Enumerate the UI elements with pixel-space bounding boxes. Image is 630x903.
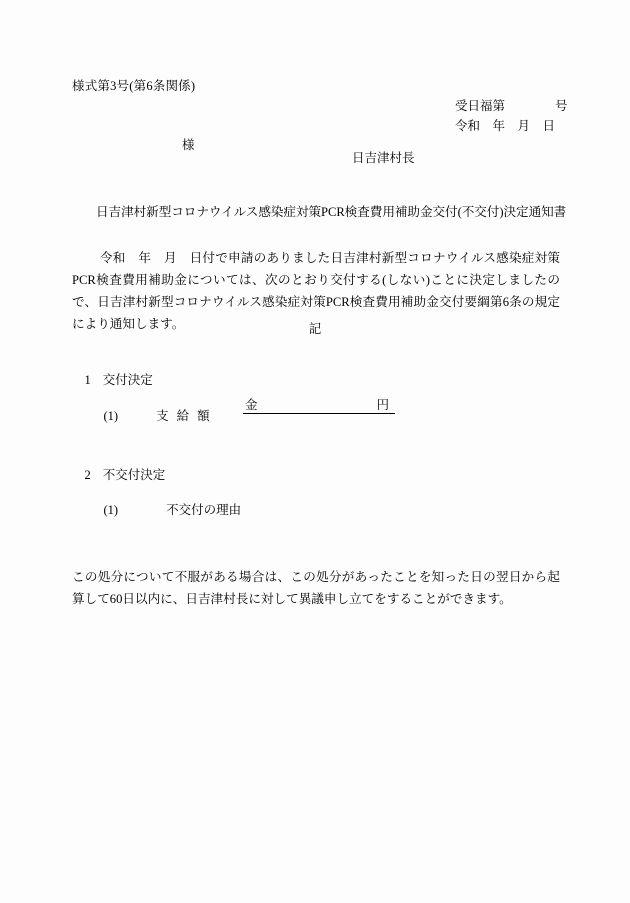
- section-heading-grant-decision: [72, 361, 153, 399]
- yen-prefix-label: 金: [245, 398, 258, 412]
- sub-item-label: 不交付の理由: [166, 502, 242, 517]
- yen-suffix-label: 円: [376, 398, 389, 412]
- sub-item-index: (1): [103, 502, 119, 517]
- payment-amount-input[interactable]: [243, 395, 395, 414]
- sub-item-payment-amount: [91, 397, 218, 435]
- body-paragraph: 令和 年 月 日付で申請のありました日吉津村新型コロナウイルス感染症対策PCR検査費用補助金については、次のとおり交付する(しない)ことに決定しましたので、日吉津村新型コロナウイルス感染症対策PCR検査費用補助金交付要綱第6条の規定により通知します。: [72, 251, 560, 331]
- section-index: 2: [84, 467, 91, 482]
- closing-paragraph: この処分について不服がある場合は、この処分があったことを知った日の翌日から起算して60日以内に、日吉津村長に対して異議申し立てをすることができます。: [72, 570, 560, 606]
- section-title: 交付決定: [102, 372, 153, 387]
- issuer-name: 日吉津村長: [352, 151, 415, 165]
- sub-item-index: (1): [103, 408, 119, 423]
- sub-item-non-grant-reason: [91, 491, 241, 529]
- section-title: 不交付決定: [102, 467, 166, 482]
- section-heading-non-grant-decision: [72, 456, 165, 494]
- section-index: 1: [84, 372, 91, 387]
- document-number-field: 受日福第 号: [455, 99, 568, 113]
- sub-item-label: 支給額: [156, 408, 218, 423]
- ki-marker: 記: [308, 322, 322, 336]
- document-date-field: 令和 年 月 日: [455, 119, 556, 133]
- form-number-label: 様式第3号(第6条関係): [72, 79, 196, 93]
- addressee-honorific: 様: [182, 138, 195, 152]
- page-title: 日吉津村新型コロナウイルス感染症対策PCR検査費用補助金交付(不交付)決定通知書: [96, 205, 567, 219]
